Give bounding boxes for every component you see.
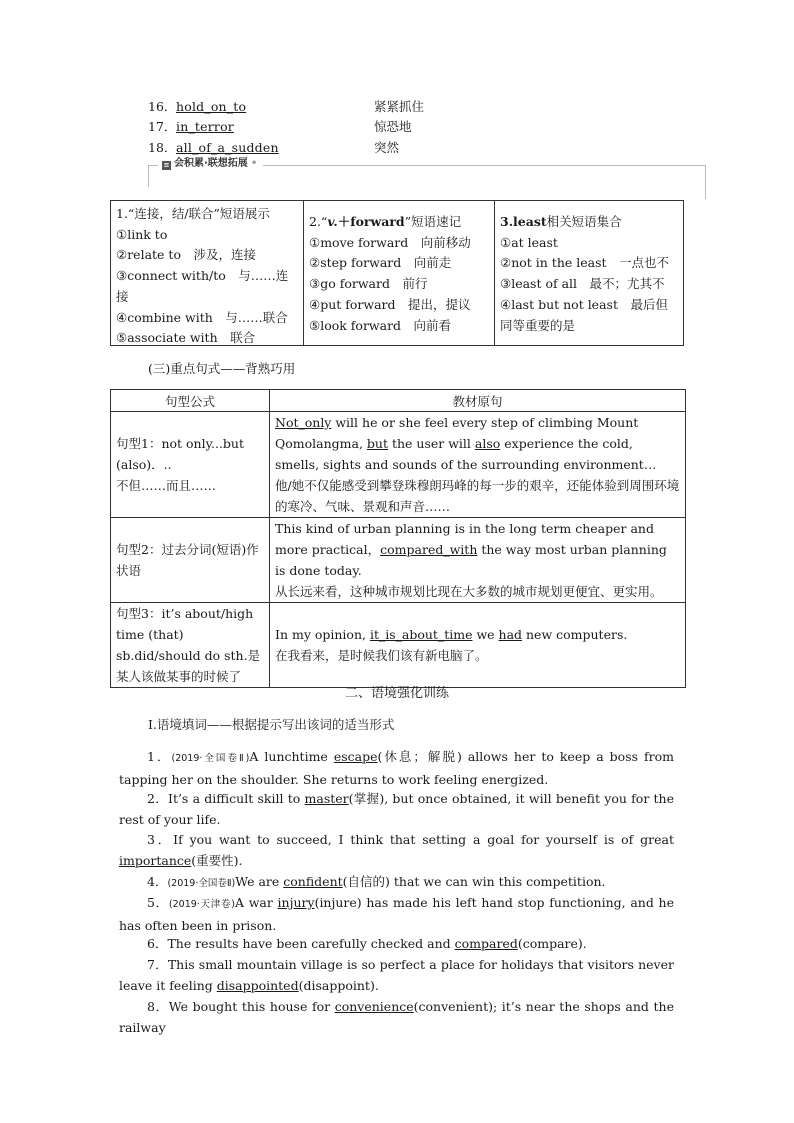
accumulate-header (148, 157, 706, 199)
source-tag: (2019·全国卷Ⅱ) (167, 878, 236, 889)
phrase-16: 16．hold_on_to 紧紧抓住 (148, 99, 425, 114)
table-header-row (111, 390, 686, 412)
exercise-item: 2．It’s a difficult skill to master(掌握), but once obtained, it will benefit you for the rest of your life. (119, 791, 675, 827)
pattern-cell: 句型3：it’s about/high time (that) sb.did/should do sth.是某人该做某事的时候了 (111, 603, 270, 688)
header-tick (148, 165, 149, 187)
example-cn: 从长远来看，这种城市规划比现在大多数的城市规划更便宜、更实用。 (275, 584, 663, 599)
table-row (111, 518, 686, 603)
header-tick (705, 165, 706, 199)
source-tag: (2019·全国卷Ⅱ) (171, 753, 250, 764)
accumulate-label: ≡ 会积累·联想拓展 • (158, 157, 263, 171)
column-header: 句型公式 (111, 390, 270, 412)
example-cn: 他/她不仅能感受到攀登珠穆朗玛峰的每一步的艰辛，还能体验到周围环境的寒冷、气味、景观和声音…… (275, 478, 680, 514)
answer-blank: convenience (334, 999, 414, 1014)
phrase-17: 17．in_terror 惊恐地 (148, 119, 412, 134)
example-cell (270, 412, 686, 518)
example-cell (270, 603, 686, 688)
answer-blank: compared (454, 936, 518, 951)
list-item: ④last but not least 最后但同等重要的是 (500, 296, 668, 333)
dot-icon: • (250, 158, 258, 169)
source-tag: (2019·天津卷) (168, 899, 235, 910)
list-item: ①move forward 向前移动 (309, 234, 471, 250)
exercise-item: 7．This small mountain village is so perfect a place for holidays that visitors never leave it feeling disappointed(disappoint). (119, 957, 674, 993)
list-item: ①link to (116, 226, 168, 242)
example-en: This kind of urban planning is in the long term cheaper and more practical，compared_with the way most urban planning is done today. (275, 521, 667, 578)
exercise-item: 4．(2019·全国卷Ⅱ)We are confident(自信的) that we can win this competition. (147, 874, 606, 889)
exercise-item: 8．We bought this house for convenience(convenient); it’s near the shops and the railway (119, 999, 674, 1035)
list-item: ⑤associate with 联合 (116, 330, 256, 346)
exercise-item: 6．The results have been carefully checked and compared(compare). (147, 936, 587, 951)
answer-blank: importance (119, 853, 192, 868)
list-item: ②step forward 向前走 (309, 255, 452, 271)
part-two-subtitle: Ⅰ.语境填词——根据提示写出该词的适当形式 (148, 717, 395, 732)
list-item: ②relate to 涉及，连接 (116, 247, 256, 263)
part-two-title: 二、语境强化训练 (344, 686, 449, 701)
list-icon: ≡ (163, 161, 170, 169)
column-title: 2.“v.＋forward”短语速记 (309, 214, 462, 229)
list-item: ④combine with 与……联合 (116, 309, 288, 325)
phrase-column-least (494, 201, 683, 345)
phrase-18: 18．all_of_a_sudden 突然 (148, 140, 400, 155)
table-row (111, 412, 686, 518)
list-item: ①at least (500, 234, 558, 250)
table-row (111, 603, 686, 688)
answer-blank: injury (277, 895, 315, 910)
phrase-column-link (111, 201, 303, 345)
list-item: ②not in the least 一点也不 (500, 255, 670, 271)
pattern-cell: 句型2：过去分词(短语)作状语 (111, 518, 270, 603)
pattern-cell: 句型1：not only...but (also)．.. 不但……而且…… (111, 412, 270, 518)
phrase-answer: hold_on_to (176, 99, 247, 114)
answer-blank: disappointed (216, 978, 299, 993)
phrase-summary-box (110, 200, 684, 346)
example-cn: 在我看来，是时候我们该有新电脑了。 (275, 648, 488, 663)
column-title: 1.“连接，结/联合”短语展示 (116, 206, 270, 221)
list-item: ③least of all 最不；尤其不 (500, 276, 665, 292)
exercise-item: 3．If you want to succeed, I think that setting a goal for yourself is of great importance(重要性). (119, 832, 674, 868)
answer-blank: master (304, 791, 349, 806)
column-header: 教材原句 (270, 390, 686, 412)
exercise-item: 5．(2019·天津卷)A war injury(injure) has made his left hand stop functioning, and he has often been in prison. (119, 895, 674, 933)
phrase-column-forward (303, 201, 494, 345)
example-en: Not_only will he or she feel every step of climbing Mount Qomolangma, but the user will also experience the cold, smells, sights and sounds of the surrounding environment… (275, 415, 657, 472)
exercise-item: 1．(2019·全国卷Ⅱ)A lunchtime escape(休息；解脱) allows her to keep a boss from tapping her on the shoulder. She returns to work feeling energized. (119, 749, 674, 787)
list-item: ③go forward 前行 (309, 276, 428, 292)
section-title: (三)重点句式——背熟巧用 (148, 361, 296, 376)
list-item: ⑤look forward 向前看 (309, 317, 452, 333)
phrase-answer: all_of_a_sudden (176, 140, 279, 155)
phrase-answer: in_terror (176, 119, 234, 134)
sentence-pattern-table (110, 389, 686, 688)
list-item: ③connect with/to 与……连接 (116, 268, 289, 304)
answer-blank: confident (283, 874, 343, 889)
example-cell (270, 518, 686, 603)
example-en: In my opinion, it_is_about_time we had new computers. (275, 627, 628, 642)
list-item: ④put forward 提出，提议 (309, 296, 471, 312)
answer-blank: escape (333, 749, 378, 764)
column-title: 3.least相关短语集合 (500, 214, 622, 229)
